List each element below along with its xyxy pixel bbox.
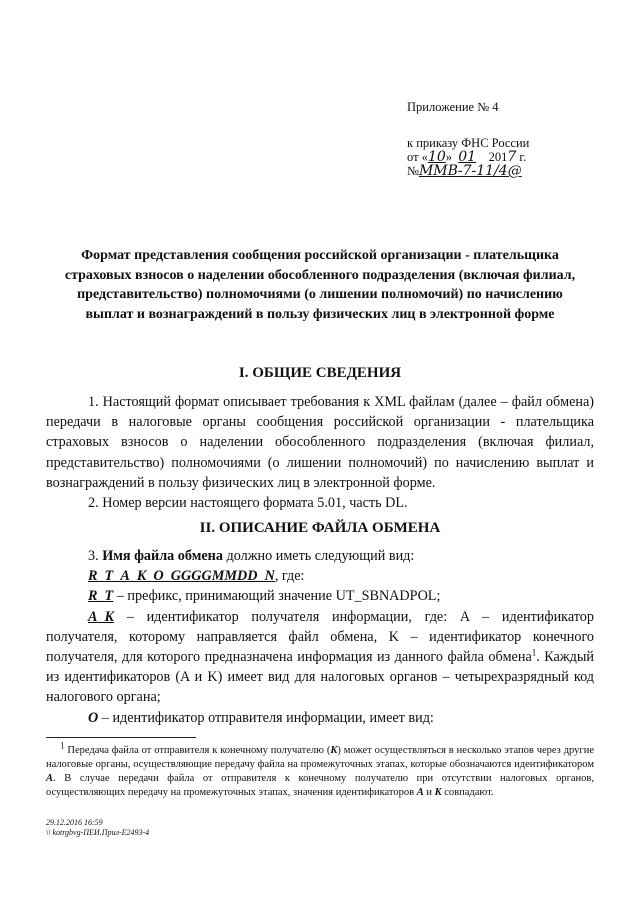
file-name-pattern: R_T_A_K_O_GGGGMMDD_N, где:	[88, 568, 305, 585]
section1-body	[46, 392, 594, 513]
order-line1: к приказу ФНС России	[407, 136, 530, 150]
file-stamp: 29.12.2016 16:59 \\ kotrgbvg-ПЕИ.Прил-Е2493-4	[46, 818, 150, 837]
order-date-day: 10	[427, 149, 446, 165]
paragraph-3: 3. Имя файла обмена должно иметь следующий вид:	[88, 548, 415, 564]
footnote: 1 Передача файла от отправителя к конечному получателю (K) может осуществляться в несколько этапов через другие налоговые органы, осуществляющие передачу файла на промежуточных этапах, которые обозначаются идентификатором A. В случае передачи файла от отправителя к конечному получателю при отсутствии налоговых органов, осуществляющих передачу на промежуточных этапах, значения идентификаторов A и K совпадают.	[46, 740, 594, 798]
order-number: №ММВ-7-11/4@	[407, 163, 522, 179]
section1-heading: I. ОБЩИЕ СВЕДЕНИЯ	[238, 365, 402, 381]
document-title: Формат представления сообщения российской организации - плательщика страховых взносов о наделении обособленного подразделения (включая филиал, представительство) полномочиями (о лишении полномочий) по начислению выплат и вознаграждений в пользу физических лиц в электронной форме	[64, 248, 576, 322]
order-date-month: 01	[458, 149, 477, 165]
order-number-value: ММВ-7-11/4@	[418, 163, 522, 179]
rt-definition: R_T – префикс, принимающий значение UT_SBNADPOL;	[88, 588, 441, 605]
order-date-year-last: 7	[507, 149, 517, 165]
paragraph-1: 1. Настоящий формат описывает требования к XML файлам (далее – файл обмена) передачи в налоговые органы сообщения российской организации - плательщика страховых взносов о наделении обособленного подразделения (включая филиал, представительство) полномочиями (о лишении полномочий) по начислению выплат и вознаграждений в пользу физических лиц в электронной форме.	[46, 394, 594, 491]
section2-body	[46, 546, 594, 728]
section2-heading: II. ОПИСАНИЕ ФАЙЛА ОБМЕНА	[199, 520, 441, 536]
o-definition: O – идентификатор отправителя информации, имеет вид:	[88, 709, 434, 726]
footnote-ref: 1	[531, 647, 537, 658]
order-date: от «10» 01 2017 г.	[407, 149, 527, 165]
paragraph-2: 2. Номер версии настоящего формата 5.01, часть DL.	[88, 495, 408, 512]
ak-definition: A_K – идентификатор получателя информации, где: A – идентификатор получателя, которому направляется файл обмена, K – идентификатор конечного получателя, для которого предназначена информация из данного файла обмена$^1$. Каждый из идентификаторов (A и K) имеет вид для налоговых органов – четырехразрядный код налогового органа;	[46, 608, 594, 706]
annex-label: Приложение № 4	[407, 100, 499, 114]
order-reference	[407, 136, 529, 178]
footnote-divider	[46, 737, 196, 738]
